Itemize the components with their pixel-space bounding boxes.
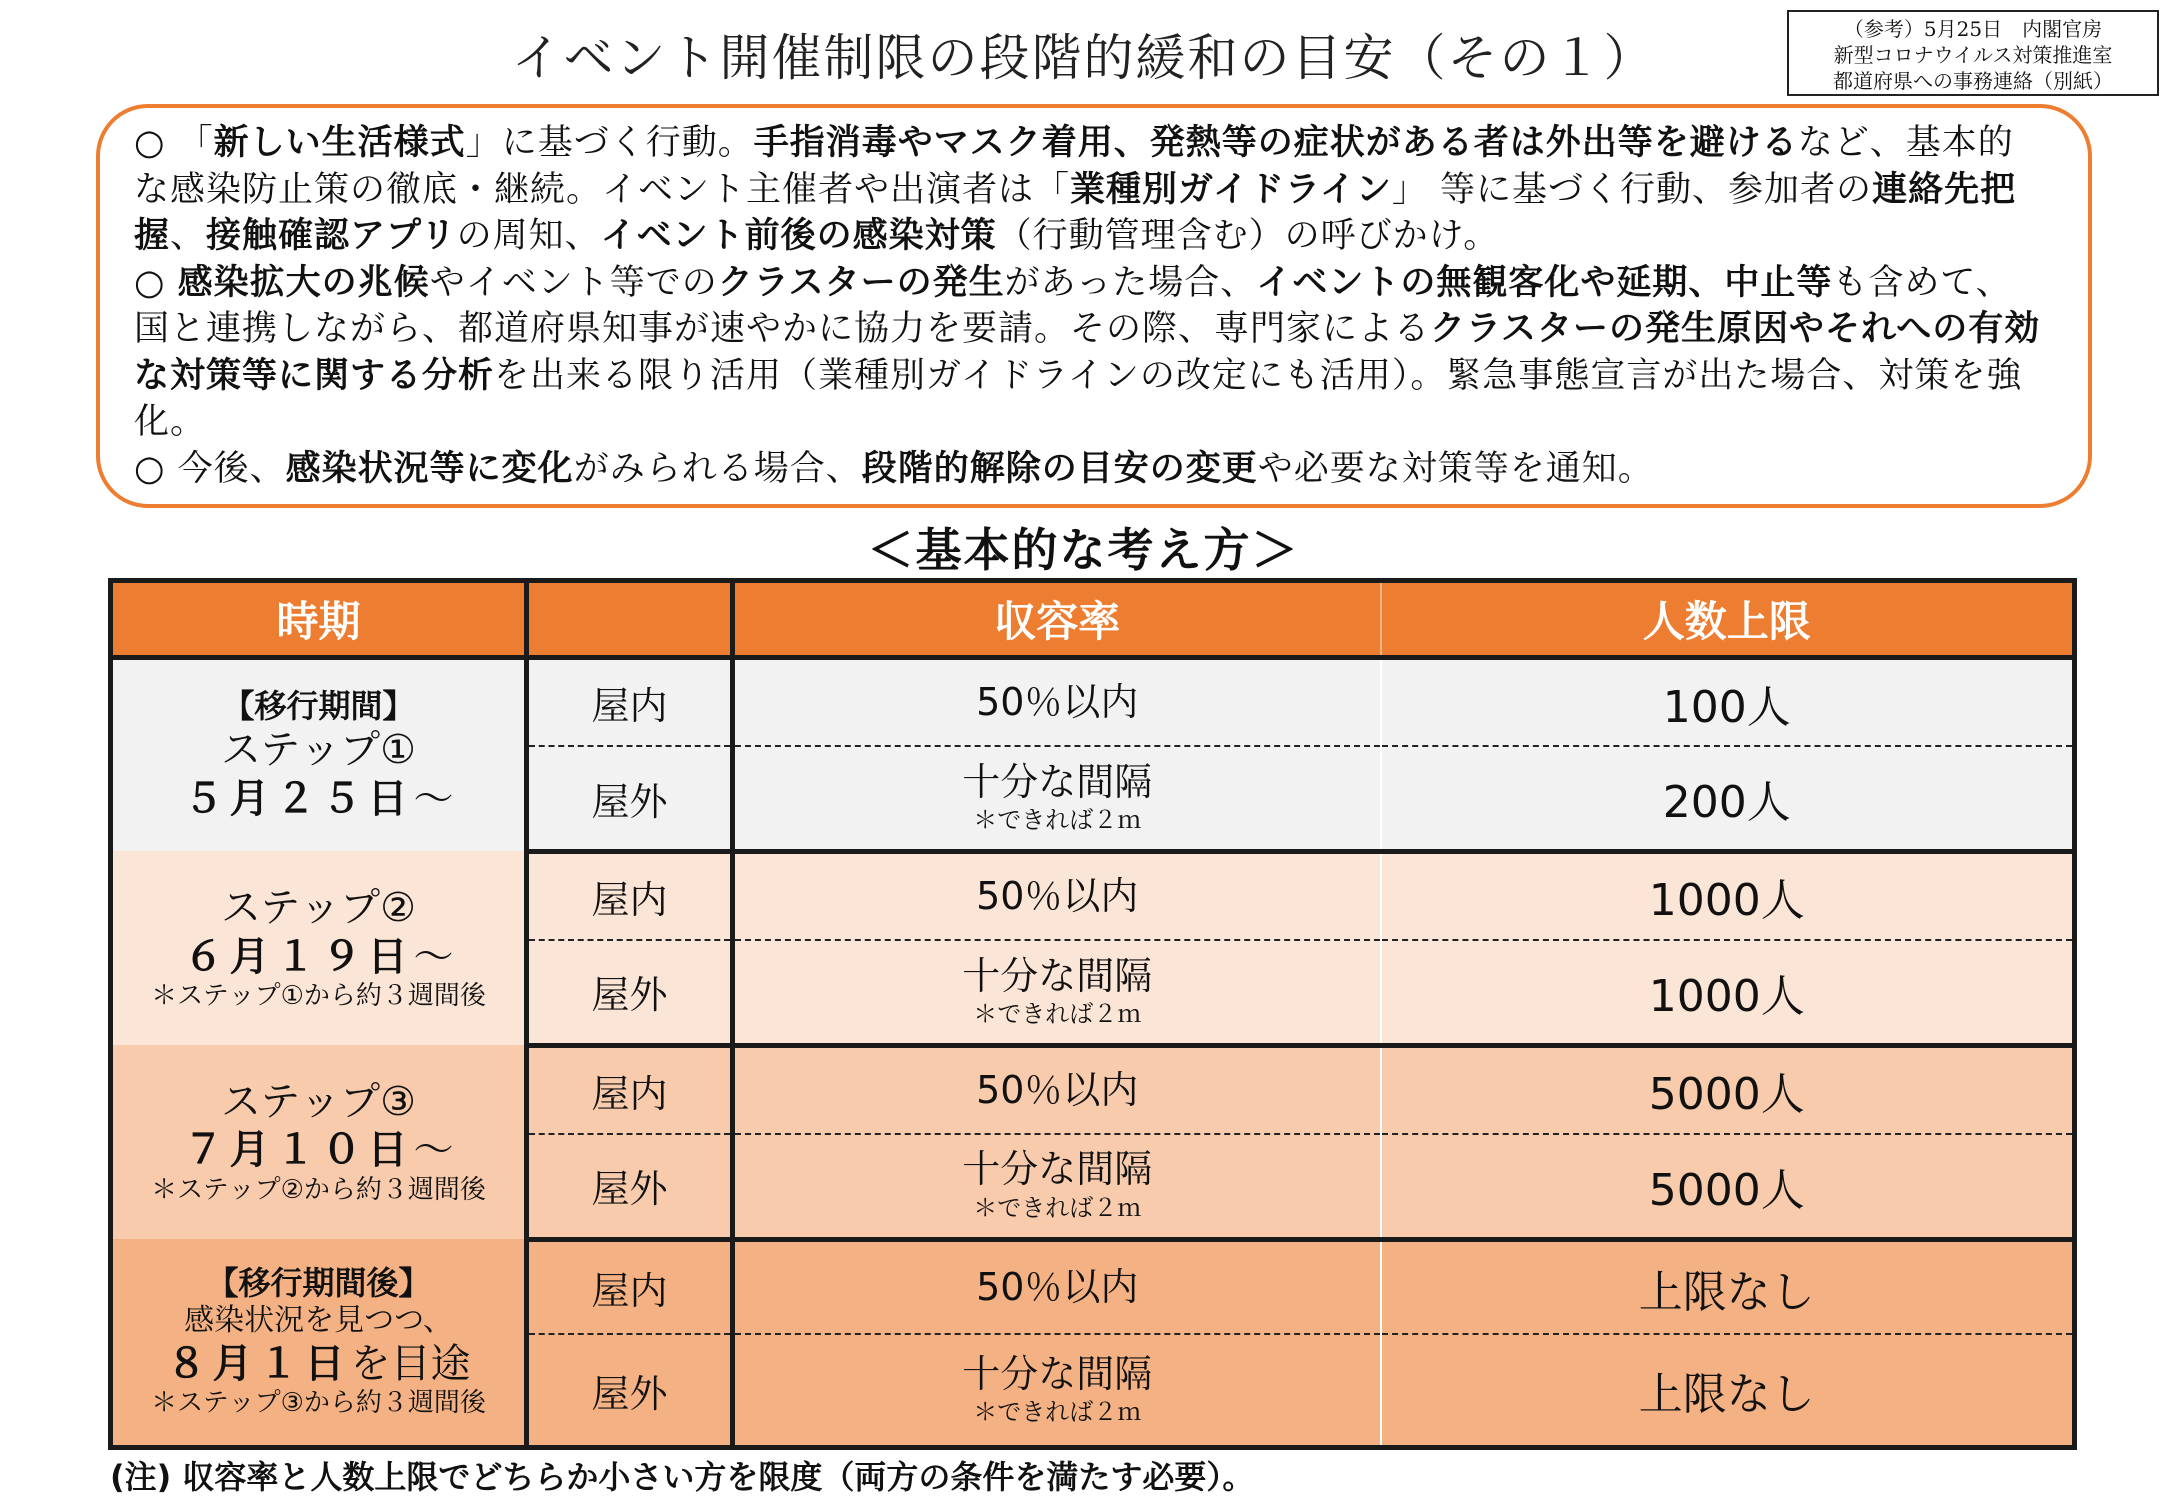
limit-cell: 5000人	[1381, 1134, 2075, 1239]
location-cell: 屋外	[527, 746, 733, 851]
note-text: や必要な対策等を通知。	[1257, 448, 1654, 489]
period-cell	[111, 658, 527, 852]
period-cell	[111, 1045, 527, 1239]
capacity-cell: 50％以内	[733, 1045, 1381, 1134]
period-step: ステップ③	[220, 1078, 417, 1125]
emphasis-text: 手指消毒やマスク着用、発熱等の症状がある者は外出等を避ける	[753, 123, 1798, 163]
limit-cell: 100人	[1381, 658, 2075, 747]
reference-box	[1787, 10, 2159, 96]
capacity-cell: 50％以内	[733, 658, 1381, 747]
emphasis-text: クラスターの発生原因やそれへの有効な対策等に関する分析	[134, 309, 2041, 396]
period-date: ５月２５日〜	[183, 776, 454, 823]
emphasis-text: クラスターの発生	[717, 262, 1005, 303]
restriction-table	[108, 578, 2077, 1450]
table-row	[111, 1239, 2075, 1334]
limit-cell: 5000人	[1381, 1045, 2075, 1134]
note-paragraph-3	[134, 446, 2044, 493]
period-date: ８月１日を目途	[166, 1340, 471, 1387]
location-cell: 屋内	[527, 1045, 733, 1134]
footnote: (注) 収容率と人数上限でどちらか小さい方を限度（両方の条件を満たす必要）。	[110, 1458, 1255, 1496]
note-text: ○ 「	[134, 123, 214, 163]
note-text: （行動管理含む）の呼びかけ。	[996, 216, 1500, 256]
emphasis-text: 感染状況等に変化	[285, 448, 574, 489]
note-text: 、	[170, 216, 207, 256]
section-heading: ＜基本的な考え方＞	[867, 523, 1300, 577]
page-title: イベント開催制限の段階的緩和の目安（その１）	[511, 29, 1656, 87]
capacity-cell: 十分な間隔 ＊できれば２ｍ	[733, 746, 1381, 851]
note-text: 」 等に基づく行動、参加者の	[1391, 169, 1873, 210]
note-text: など、基本的な感染防止策の徹底・継続。イベント主催者や出演者は「	[134, 123, 2014, 210]
period-step: ステップ②	[220, 884, 417, 931]
note-text: がみられる場合、	[573, 448, 862, 489]
location-cell: 屋内	[527, 851, 733, 940]
location-cell: 屋内	[527, 1239, 733, 1334]
capacity-cell: 十分な間隔 ＊できれば２ｍ	[733, 1334, 1381, 1447]
period-cell	[111, 851, 527, 1045]
note-text: があった場合、	[1004, 262, 1257, 303]
capacity-cell: 十分な間隔 ＊できれば２ｍ	[733, 940, 1381, 1045]
note-text: ○	[134, 262, 178, 303]
header-limit: 人数上限	[1381, 581, 2075, 658]
period-note: ＊ステップ③から約３週間後	[151, 1388, 486, 1419]
table-header-row	[111, 581, 2075, 658]
reference-line: 新型コロナウイルス対策推進室	[1833, 43, 2113, 67]
period-sub: 感染状況を見つつ、	[184, 1303, 453, 1339]
emphasis-text: 業種別ガイドライン	[1070, 169, 1392, 210]
period-bracket: 【移行期間】	[222, 687, 415, 726]
period-cell	[111, 1239, 527, 1447]
reference-line: 都道府県への事務連絡（別紙）	[1833, 69, 2113, 93]
location-cell: 屋外	[527, 1134, 733, 1239]
note-text: も含めて、国と連携しながら、都道府県知事が速やかに協力を要請。その際、専門家による	[134, 262, 2012, 349]
emphasis-text: 接触確認アプリ	[206, 216, 457, 256]
emphasis-text: イベント前後の感染対策	[600, 216, 997, 256]
capacity-note: ＊できれば２ｍ	[973, 1194, 1142, 1223]
note-paragraph-2	[134, 260, 2044, 446]
note-text: を出来る限り活用（業種別ガイドラインの改定にも活用）。緊急事態宣言が出た場合、対策を強化。	[134, 355, 2023, 442]
note-paragraph-1	[134, 120, 2044, 260]
period-step: ステップ①	[220, 727, 417, 774]
period-note: ＊ステップ①から約３週間後	[151, 981, 486, 1012]
header-blank	[527, 581, 733, 658]
capacity-cell: 50％以内	[733, 1239, 1381, 1334]
limit-cell: 1000人	[1381, 940, 2075, 1045]
table-row	[111, 851, 2075, 940]
limit-cell: 上限なし	[1381, 1239, 2075, 1334]
emphasis-text: 新しい生活様式	[213, 123, 466, 163]
capacity-cell: 十分な間隔 ＊できれば２ｍ	[733, 1134, 1381, 1239]
limit-cell: 1000人	[1381, 851, 2075, 940]
period-note: ＊ステップ②から約３週間後	[151, 1175, 486, 1206]
note-text: やイベント等での	[429, 262, 718, 303]
period-date: ７月１０日〜	[183, 1127, 454, 1174]
period-bracket: 【移行期間後】	[206, 1264, 431, 1303]
location-cell: 屋外	[527, 940, 733, 1045]
location-cell: 屋内	[527, 658, 733, 747]
note-text: の周知、	[456, 216, 601, 256]
note-text: ○ 今後、	[134, 448, 286, 489]
capacity-note: ＊できれば２ｍ	[973, 806, 1142, 835]
emphasis-text: 連絡先把握	[134, 169, 2017, 256]
emphasis-text: 感染拡大の兆候	[177, 262, 430, 303]
capacity-cell: 50％以内	[733, 851, 1381, 940]
note-text: 」に基づく行動。	[465, 123, 754, 163]
table-row	[111, 1045, 2075, 1134]
emphasis-text: イベントの無観客化や延期、中止等	[1256, 262, 1833, 303]
notes-box	[96, 104, 2092, 508]
reference-line: （参考）5月25日 内閣官房	[1843, 17, 2103, 41]
capacity-note: ＊できれば２ｍ	[973, 1000, 1142, 1029]
header-period: 時期	[111, 581, 527, 658]
emphasis-text: 段階的解除の目安の変更	[861, 448, 1258, 489]
period-date: ６月１９日〜	[183, 933, 454, 980]
limit-cell: 上限なし	[1381, 1334, 2075, 1447]
header-capacity: 収容率	[733, 581, 1381, 658]
location-cell: 屋外	[527, 1334, 733, 1447]
table-row	[111, 658, 2075, 747]
limit-cell: 200人	[1381, 746, 2075, 851]
capacity-note: ＊できれば２ｍ	[973, 1398, 1142, 1427]
